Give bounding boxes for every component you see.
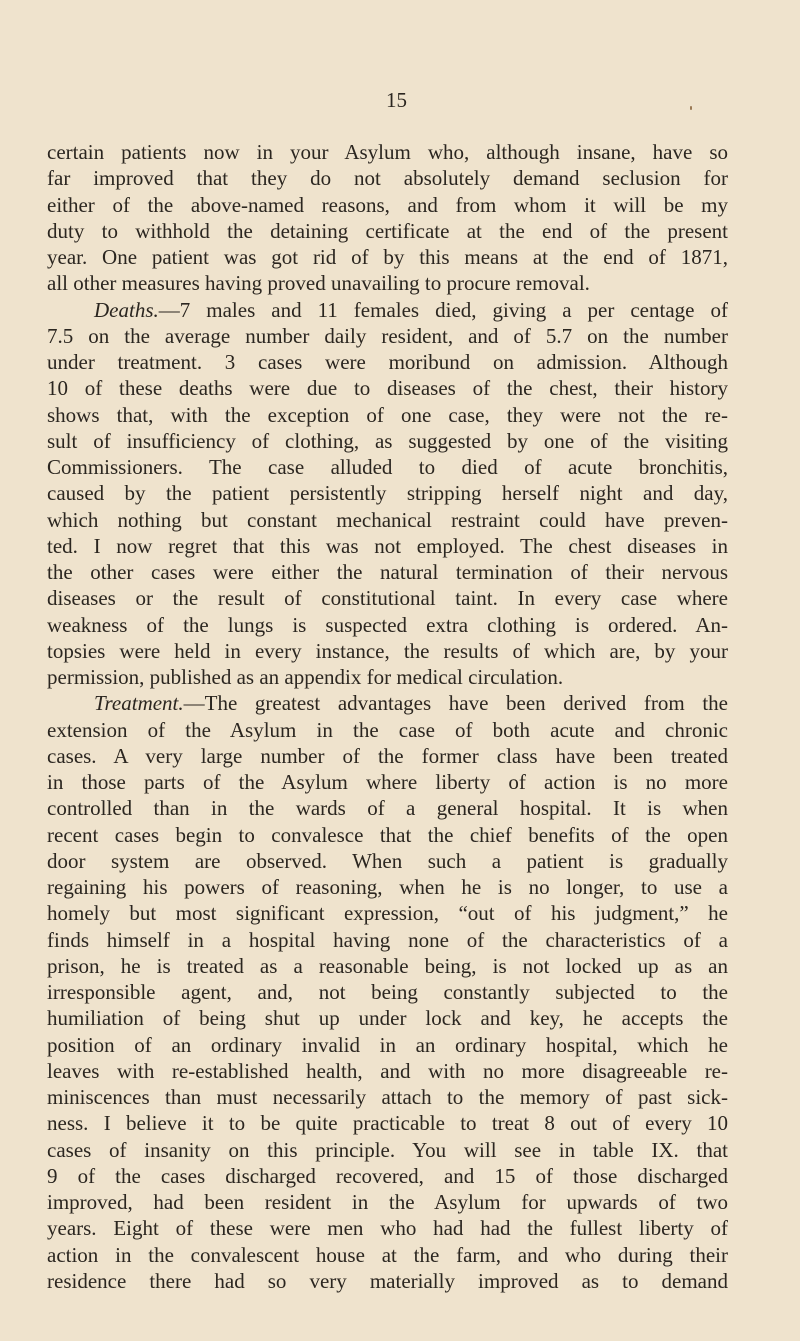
text-line [47, 848, 728, 874]
text-line [47, 1189, 728, 1215]
scan-speck [690, 106, 692, 110]
text-line [47, 454, 728, 480]
text-line [47, 1137, 728, 1163]
text-line [47, 822, 728, 848]
text-line [47, 874, 728, 900]
line-text: under treatment. 3 cases were moribund on admission. Although [47, 350, 728, 374]
section-heading: Treatment. [94, 691, 184, 716]
line-text: homely but most significant expression, “out of his judgment,” he [47, 901, 728, 926]
text-line [47, 690, 728, 716]
line-text: certain patients now in your Asylum who, although insane, have so [47, 140, 728, 164]
text-line [47, 507, 728, 533]
paragraph [47, 139, 728, 297]
line-text: topsies were held in every instance, the results of which are, by your [47, 638, 728, 663]
text-line [47, 743, 728, 769]
line-text: in those parts of the Asylum where liberty of action is no more [47, 770, 728, 794]
text-line [47, 244, 728, 270]
text-line [47, 1110, 728, 1136]
text-line [47, 1242, 728, 1268]
line-text: far improved that they do not absolutely demand seclusion for [47, 166, 728, 191]
text-line [47, 270, 728, 296]
text-line [47, 664, 728, 690]
text-line [47, 139, 728, 165]
line-text: shows that, with the exception of one case, they were not the re- [47, 402, 728, 427]
line-text: —The greatest advantages have been derived from the [183, 691, 728, 716]
paragraph [47, 690, 728, 1294]
line-text: controlled than in the wards of a general hospital. It is when [47, 796, 728, 821]
text-line [47, 927, 728, 953]
line-text: permission, published as an appendix for medical circulation. [47, 665, 564, 689]
text-line [47, 323, 728, 349]
text-line [47, 585, 728, 611]
line-text: 9 of the cases discharged recovered, and 15 of those discharged [47, 1163, 728, 1188]
line-text: years. Eight of these were men who had had the fullest liberty of [47, 1216, 728, 1241]
line-text: which nothing but constant mechanical restraint could have preven- [47, 507, 728, 532]
line-text: the other cases were either the natural termination of their nervous [47, 560, 728, 584]
text-line [47, 769, 728, 795]
line-text: regaining his powers of reasoning, when he is no longer, to use a [47, 875, 728, 899]
line-text: either of the above-named reasons, and from whom it will be my [47, 192, 728, 217]
text-line [47, 428, 728, 454]
body-text [47, 139, 728, 1294]
line-text: —7 males and 11 females died, giving a per centage of [158, 297, 728, 322]
line-text: 10 of these deaths were due to diseases of the chest, their history [47, 376, 728, 401]
text-line [47, 192, 728, 218]
line-text: ted. I now regret that this was not employed. The chest diseases in [47, 533, 728, 558]
line-text: humiliation of being shut up under lock and key, he accepts the [47, 1006, 728, 1031]
line-text: miniscences than must necessarily attach to the memory of past sick- [47, 1085, 728, 1109]
line-text: residence there had so very materially improved as to demand [47, 1268, 728, 1293]
line-text: recent cases begin to convalesce that the chief benefits of the open [47, 822, 728, 847]
line-text: prison, he is treated as a reasonable being, is not locked up as an [47, 953, 728, 978]
text-line [47, 1163, 728, 1189]
section-heading: Deaths. [94, 297, 159, 322]
text-line [47, 297, 728, 323]
text-line [47, 375, 728, 401]
line-text: Commissioners. The case alluded to died of acute bronchitis, [47, 455, 728, 479]
line-text: door system are observed. When such a patient is gradually [47, 848, 728, 873]
text-line [47, 559, 728, 585]
paragraph [47, 297, 728, 691]
text-line [47, 349, 728, 375]
line-text: caused by the patient persistently stripping herself night and day, [47, 481, 728, 506]
text-line [47, 1084, 728, 1110]
text-line [47, 1268, 728, 1294]
text-line [47, 900, 728, 926]
line-text: all other measures having proved unavailing to procure removal. [47, 271, 590, 296]
text-line [47, 1032, 728, 1058]
line-text: cases. A very large number of the former class have been treated [47, 743, 728, 768]
line-text: sult of insufficiency of clothing, as suggested by one of the visiting [47, 428, 728, 453]
text-line [47, 402, 728, 428]
line-text: diseases or the result of constitutional taint. In every case where [47, 586, 728, 611]
text-line [47, 612, 728, 638]
text-line [47, 953, 728, 979]
line-text: weakness of the lungs is suspected extra clothing is ordered. An- [47, 612, 728, 637]
text-line [47, 717, 728, 743]
text-line [47, 218, 728, 244]
page-number: 15 [386, 88, 407, 112]
line-text: year. One patient was got rid of by this means at the end of 1871, [47, 245, 728, 269]
text-line [47, 979, 728, 1005]
text-line [47, 638, 728, 664]
line-text: leaves with re-established health, and with no more disagreeable re- [47, 1058, 728, 1083]
line-text: extension of the Asylum in the case of both acute and chronic [47, 717, 728, 742]
line-text: cases of insanity on this principle. You will see in table IX. that [47, 1137, 728, 1162]
text-line [47, 1215, 728, 1241]
line-text: action in the convalescent house at the farm, and who during their [47, 1242, 728, 1267]
text-line [47, 165, 728, 191]
text-line [47, 1058, 728, 1084]
text-line [47, 480, 728, 506]
line-text: irresponsible agent, and, not being constantly subjected to the [47, 980, 728, 1004]
line-text: ness. I believe it to be quite practicable to treat 8 out of every 10 [47, 1111, 728, 1136]
line-text: finds himself in a hospital having none of the characteristics of a [47, 927, 728, 952]
line-text: improved, had been resident in the Asylum for upwards of two [47, 1190, 728, 1214]
line-text: duty to withhold the detaining certificate at the end of the present [47, 218, 728, 243]
text-line [47, 1005, 728, 1031]
line-text: position of an ordinary invalid in an ordinary hospital, which he [47, 1032, 728, 1057]
text-line [47, 795, 728, 821]
line-text: 7.5 on the average number daily resident, and of 5.7 on the number [47, 323, 728, 348]
text-line [47, 533, 728, 559]
